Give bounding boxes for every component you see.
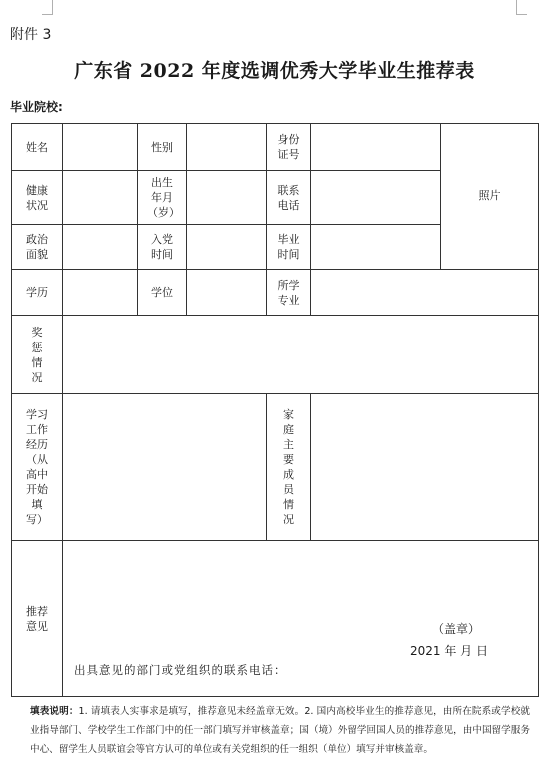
major-field[interactable] [311,270,538,315]
label-party-date: 入党时间 [151,233,173,261]
photo-box[interactable]: 照片 [478,189,501,202]
label-grad-date: 毕业时间 [277,233,300,261]
gender-field[interactable] [187,124,266,170]
awards-field[interactable] [63,316,538,393]
date-text: 2021 年 月 日 [410,644,488,658]
label-politics: 政治面貌 [26,233,48,261]
label-health: 健康状况 [26,183,48,212]
seal-text: （盖章） [432,622,481,636]
label-awards: 奖惩情况 [31,325,43,384]
name-field[interactable] [63,124,137,170]
degree-field[interactable] [187,270,266,315]
phone-field[interactable] [311,171,440,224]
history-field[interactable] [63,394,266,540]
label-major: 所学专业 [277,278,300,307]
label-birth: 出生年月（岁） [147,176,180,219]
label-recommend: 推荐意见 [26,604,48,633]
form-notes [30,702,530,759]
page-title: 广东省 2022 年度选调优秀大学毕业生推荐表 [74,60,475,82]
politics-field[interactable] [63,225,137,269]
birth-field[interactable] [187,171,266,224]
label-phone: 联系电话 [277,183,300,212]
label-history: 学习工作经历（从高中开始填写） [26,408,48,526]
label-degree: 学位 [151,286,173,299]
notes-text: 1. 请填表人实事求是填写，推荐意见未经盖章无效。2. 国内高校毕业生的推荐意见，由所在院系或学校就业指导部门、学校学生工作部门中的任一部门填写并审核盖章；国（境）外留学回国人员的推荐意见，由中国留学服务中心、留学生人员联谊会等官方认可的单位或有关党组织的任一组织（单位）填写并审核盖章。 [30,706,531,755]
notes-label: 填表说明： [30,706,79,717]
label-education: 学历 [26,286,48,299]
label-name: 姓名 [26,140,48,154]
label-id-number: 身份证号 [277,133,300,161]
party-date-field[interactable] [187,225,266,269]
school-label: 毕业院校: [10,100,63,114]
attachment-label: 附件 3 [10,27,52,43]
recommend-field[interactable] [63,541,538,617]
health-field[interactable] [63,171,137,224]
label-family: 家庭主要成员情况 [283,408,294,526]
education-field[interactable] [63,270,137,315]
grad-date-field[interactable] [311,225,440,269]
contact-phone-label: 出具意见的部门或党组织的联系电话： [74,663,287,677]
family-field[interactable] [311,394,538,540]
id-number-field[interactable] [311,124,440,170]
label-gender: 性别 [151,140,173,154]
